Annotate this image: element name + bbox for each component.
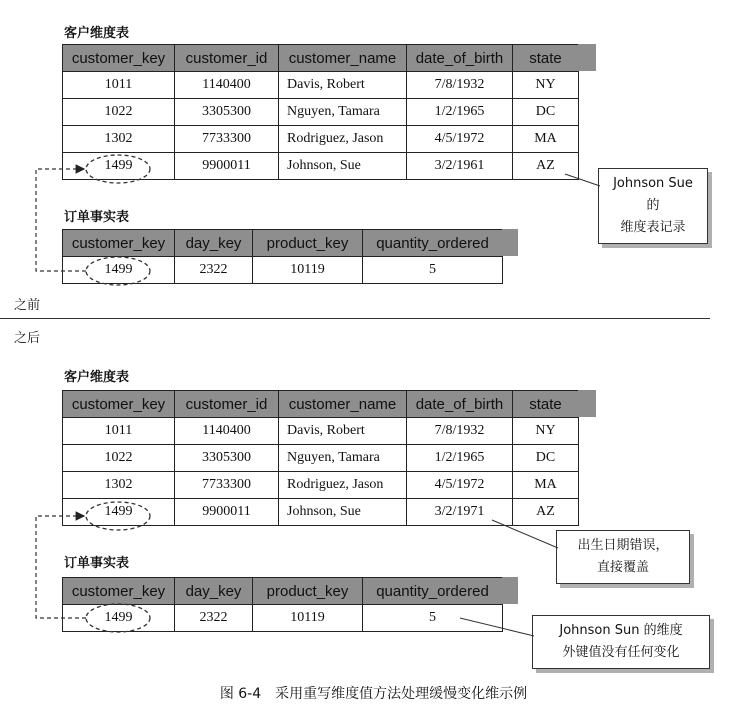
table-cell: 5	[363, 605, 503, 632]
table-cell: AZ	[513, 499, 579, 526]
table-cell: 3305300	[175, 445, 279, 472]
table-cell: AZ	[513, 153, 579, 180]
after-dim-key-ellipse	[86, 502, 150, 530]
callout-line: Johnson Sun 的维度	[559, 623, 683, 638]
table-cell: 9900011	[175, 499, 279, 526]
column-header: customer_id	[175, 391, 279, 418]
before-callout-pointer	[565, 174, 600, 186]
before-label: 之前	[14, 298, 41, 313]
before-key-connector	[36, 169, 86, 271]
table-cell: DC	[513, 99, 579, 126]
column-header: day_key	[175, 578, 253, 605]
column-header: customer_key	[63, 391, 175, 418]
after-fact-table-title: 订单事实表	[64, 556, 130, 571]
table-cell: 1/2/1965	[407, 99, 513, 126]
table-cell: 1140400	[175, 72, 279, 99]
table-cell: 1011	[63, 418, 175, 445]
table-cell: 3/2/1961	[407, 153, 513, 180]
after-fact-key-ellipse	[86, 604, 150, 632]
table-cell: 1140400	[175, 418, 279, 445]
after-fk-callout-pointer	[460, 618, 534, 636]
callout-line: 出生日期错误，	[577, 538, 669, 553]
column-header: day_key	[175, 230, 253, 257]
table-cell: 1302	[63, 126, 175, 153]
table-cell: 7733300	[175, 472, 279, 499]
before-dimension-table-title: 客户维度表	[64, 26, 130, 41]
after-key-connector	[36, 516, 86, 618]
column-header: customer_name	[279, 391, 407, 418]
column-header: date_of_birth	[407, 391, 513, 418]
table-cell: 10119	[253, 605, 363, 632]
table-cell: Davis, Robert	[279, 72, 407, 99]
column-header: state	[513, 391, 579, 418]
table-cell: 10119	[253, 257, 363, 284]
column-header: product_key	[253, 230, 363, 257]
table-cell: 1022	[63, 99, 175, 126]
table-cell: MA	[513, 472, 579, 499]
before-fact-key-ellipse	[86, 257, 150, 285]
table-cell: NY	[513, 72, 579, 99]
figure-caption: 图 6-4 采用重写维度值方法处理缓慢变化维示例	[219, 686, 528, 702]
callout-line: 外键值没有任何变化	[562, 645, 680, 660]
column-header: product_key	[253, 578, 363, 605]
after-dimension-table-title: 客户维度表	[64, 370, 130, 385]
column-header: quantity_ordered	[363, 230, 503, 257]
table-cell: 4/5/1972	[407, 126, 513, 153]
table-cell: Johnson, Sue	[279, 499, 407, 526]
table-cell: 7733300	[175, 126, 279, 153]
table-cell: Rodriguez, Jason	[279, 126, 407, 153]
column-header: quantity_ordered	[363, 578, 503, 605]
before-dim-key-ellipse	[86, 155, 150, 183]
table-cell: 1302	[63, 472, 175, 499]
table-cell-highlighted-key: 1499	[63, 153, 175, 180]
table-cell: 7/8/1932	[407, 418, 513, 445]
callout-line: 直接覆盖	[596, 560, 649, 575]
table-cell: 2322	[175, 257, 253, 284]
table-cell: DC	[513, 445, 579, 472]
column-header: customer_name	[279, 45, 407, 72]
column-header: customer_key	[63, 578, 175, 605]
table-cell: 1011	[63, 72, 175, 99]
column-header: customer_id	[175, 45, 279, 72]
table-cell-highlighted-key: 1499	[63, 257, 175, 284]
column-header: customer_key	[63, 230, 175, 257]
table-cell: Nguyen, Tamara	[279, 445, 407, 472]
table-cell: NY	[513, 418, 579, 445]
after-label: 之后	[14, 331, 41, 346]
table-cell: 3305300	[175, 99, 279, 126]
table-cell: 2322	[175, 605, 253, 632]
callout-line: 维度表记录	[620, 220, 686, 235]
table-cell: 5	[363, 257, 503, 284]
table-cell: Rodriguez, Jason	[279, 472, 407, 499]
after-dob-callout-pointer	[492, 520, 558, 548]
before-fact-table-title: 订单事实表	[64, 210, 130, 225]
table-cell-highlighted-key: 1499	[63, 499, 175, 526]
table-cell: MA	[513, 126, 579, 153]
column-header: customer_key	[63, 45, 175, 72]
table-cell: 7/8/1932	[407, 72, 513, 99]
table-cell: 4/5/1972	[407, 472, 513, 499]
column-header: date_of_birth	[407, 45, 513, 72]
table-cell: 1/2/1965	[407, 445, 513, 472]
table-cell: Johnson, Sue	[279, 153, 407, 180]
column-header: state	[513, 45, 579, 72]
table-cell: 9900011	[175, 153, 279, 180]
table-cell: Davis, Robert	[279, 418, 407, 445]
table-cell: 3/2/1971	[407, 499, 513, 526]
table-cell: Nguyen, Tamara	[279, 99, 407, 126]
callout-line: Johnson Sue 的	[613, 176, 693, 213]
table-cell: 1022	[63, 445, 175, 472]
table-cell-highlighted-key: 1499	[63, 605, 175, 632]
